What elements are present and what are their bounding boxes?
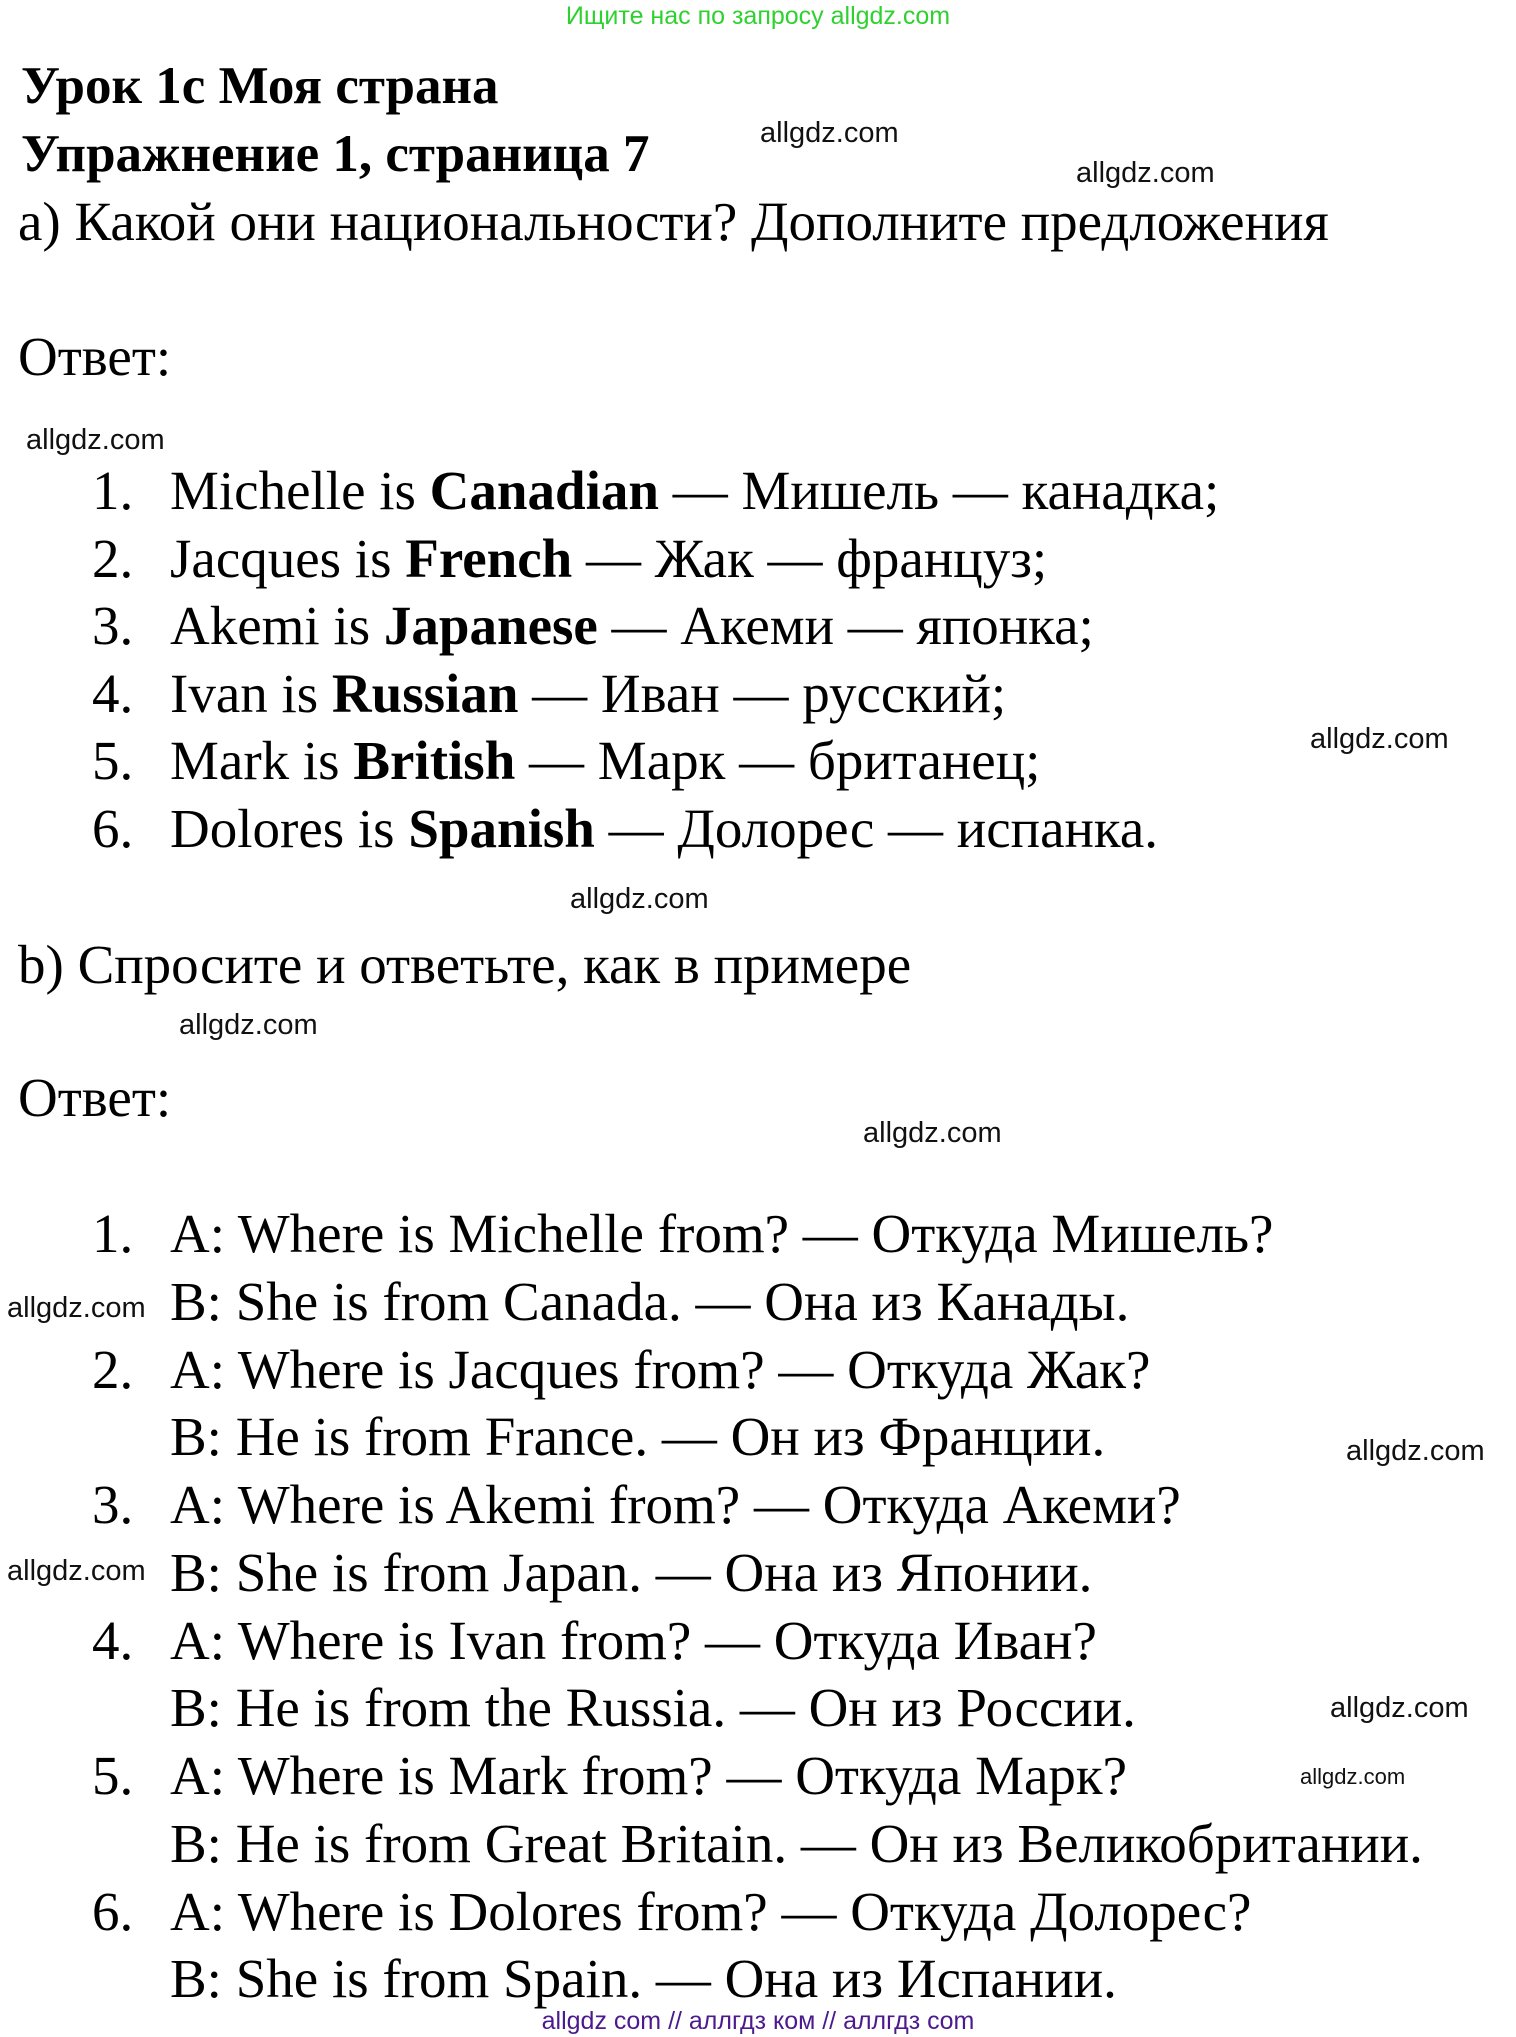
dialogue-question: A: Where is Michelle from? — Откуда Мишель? [170,1203,1274,1264]
task-b: b) Спросите и ответьте, как в примере [18,934,912,995]
list-item-number: 1. [92,460,134,521]
sentence-part: Dolores is [170,797,409,859]
watermark: allgdz.com [760,117,899,149]
list-item-number: 4. [92,662,134,724]
dialogue-answer: B: He is from the Russia. — Он из России. [170,1677,1136,1738]
dialogue-number: 3. [92,1474,134,1535]
footer-watermark: allgdz com // аллгдз ком // аллгдз com [541,2007,975,2035]
lesson-title: Урок 1с Моя страна [21,57,499,115]
watermark: allgdz.com [1076,157,1215,189]
dialogue-question: A: Where is Mark from? — Откуда Марк? [170,1745,1128,1806]
dialogue-number: 2. [92,1338,134,1400]
nationality: Russian [331,662,519,724]
sentence-part: — Акеми — японка; [597,595,1094,656]
sentence-part: — Марк — британец; [515,730,1041,791]
task-a: a) Какой они национальности? Дополните предложения [18,191,1329,252]
sentence-part: Ivan is [170,662,332,724]
list-item-number: 3. [92,595,134,656]
answer-label-a: Ответ: [18,326,172,387]
watermark: allgdz.com [26,424,165,456]
watermark: allgdz.com [570,883,709,915]
nationality: Canadian [429,460,659,521]
dialogue-answer: B: He is from France. — Он из Франции. [170,1406,1106,1467]
nationality: French [405,527,573,589]
list-item-number: 5. [92,730,134,791]
list-item-number: 2. [92,527,134,589]
list-item-number: 6. [92,797,134,859]
sentence-part: Michelle is [170,460,430,521]
list-item [170,662,1007,724]
watermark: allgdz.com [7,1555,146,1587]
dialogue-answer: B: He is from Great Britain. — Он из Великобритании. [170,1812,1423,1874]
watermark: allgdz.com [179,1009,318,1041]
dialogue-question: A: Where is Akemi from? — Откуда Акеми? [170,1474,1181,1535]
sentence-part: — Иван — русский; [518,662,1007,724]
list-item [170,527,1048,589]
sentence-part: Mark is [170,730,354,791]
dialogue-answer: B: She is from Canada. — Она из Канады. [170,1270,1130,1332]
dialogue-answer: B: She is from Spain. — Она из Испании. [170,1948,1117,2009]
dialogue-answer: B: She is from Japan. — Она из Японии. [170,1541,1093,1603]
list-item [170,597,1094,655]
sentence-part: Jacques is [170,527,406,589]
sentence-part: — Долорес — испанка. [594,797,1158,859]
exercise-title: Упражнение 1, страница 7 [21,125,650,183]
dialogue-question: A: Where is Dolores from? — Откуда Долорес? [170,1880,1252,1942]
top-banner: Ищите нас по запросу allgdz.com [565,2,951,30]
sentence-part: — Жак — француз; [572,527,1048,589]
watermark: allgdz.com [1346,1435,1485,1467]
dialogue-number: 4. [92,1609,134,1671]
nationality: British [353,730,516,791]
dialogue-number: 1. [92,1203,134,1264]
watermark: allgdz.com [1300,1764,1406,1789]
dialogue-question: A: Where is Ivan from? — Откуда Иван? [170,1609,1097,1671]
watermark: allgdz.com [1310,723,1449,755]
watermark: allgdz.com [1330,1692,1469,1724]
dialogue-number: 6. [92,1880,134,1942]
answer-label-b: Ответ: [18,1067,172,1128]
list-item [170,797,1158,859]
watermark: allgdz.com [863,1117,1002,1149]
nationality: Japanese [383,595,598,656]
nationality: Spanish [408,797,595,859]
sentence-part: — Мишель — канадка; [658,460,1220,521]
list-item [170,732,1040,790]
dialogue-question: A: Where is Jacques from? — Откуда Жак? [170,1338,1151,1400]
list-item [170,462,1219,520]
sentence-part: Akemi is [170,595,384,656]
watermark: allgdz.com [7,1292,146,1324]
dialogue-number: 5. [92,1745,134,1806]
